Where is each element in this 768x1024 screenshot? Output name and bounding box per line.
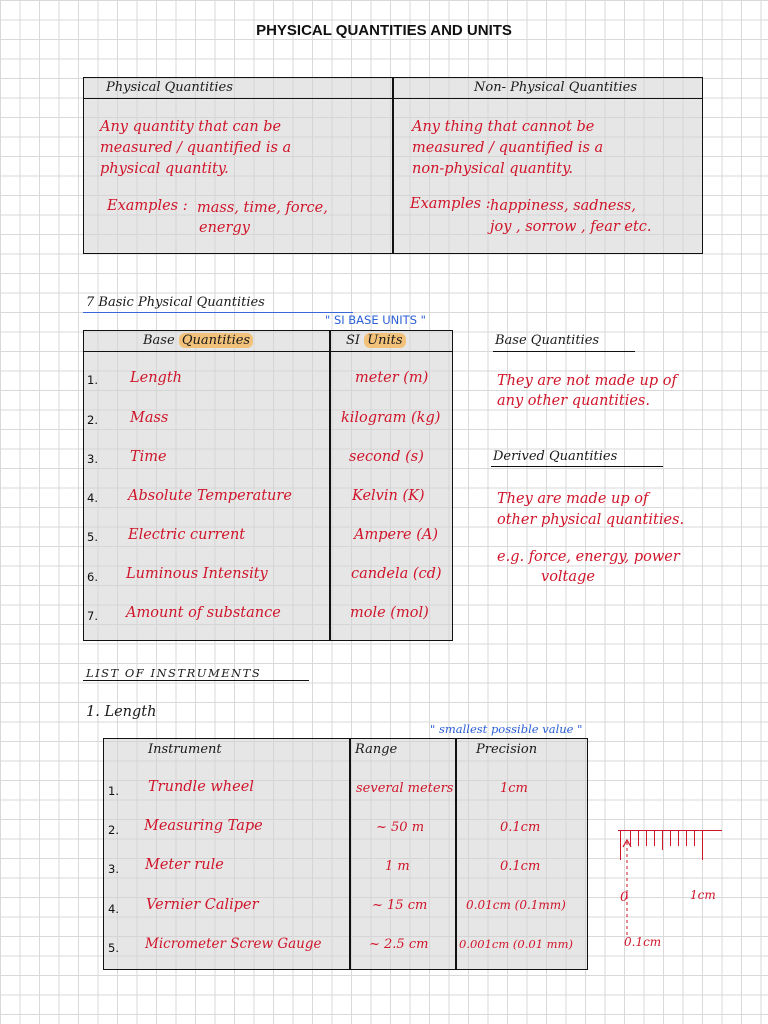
physical-examples-label: Examples : [107, 198, 188, 214]
instrument-range: ~ 2.5 cm [369, 937, 429, 952]
row-number: 1. [87, 373, 98, 387]
instrument-range: several meters [356, 781, 454, 796]
ruler-tick [678, 830, 679, 846]
quantity-name: Length [130, 370, 182, 386]
length-subheading: 1. Length [86, 704, 157, 720]
unit-name: Kelvin (K) [352, 488, 425, 504]
range-col-header: Range [355, 742, 398, 757]
instrument-precision: 0.01cm (0.1mm) [466, 898, 566, 912]
instrument-name: Trundle wheel [148, 779, 254, 795]
base-quantities-col-header [143, 333, 253, 348]
non-physical-quantities-header: Non- Physical Quantities [474, 80, 637, 95]
derived-quantities-title: Derived Quantities [493, 449, 618, 464]
si-base-units-note: " SI BASE UNITS " [325, 313, 426, 327]
title-underline [491, 466, 663, 467]
non-physical-examples-label: Examples : [410, 196, 491, 212]
precision-col-header: Precision [476, 742, 538, 757]
instrument-range: 1 m [385, 859, 410, 874]
physical-definition [100, 117, 291, 180]
ruler-tick [662, 830, 663, 850]
arrow-icon [622, 838, 632, 938]
smallest-value-note: " smallest possible value " [430, 722, 583, 736]
row-number: 2. [87, 413, 98, 427]
unit-name: candela (cd) [351, 566, 442, 582]
quantity-name: Absolute Temperature [128, 488, 292, 504]
physical-definition-line: Any quantity that can be [100, 119, 282, 135]
unit-name: kilogram (kg) [341, 410, 441, 426]
non-physical-definition-line: measured / quantified is a [412, 140, 604, 156]
description-line: They are not made up of [497, 373, 677, 389]
table-divider [455, 738, 457, 970]
ruler-tick [686, 830, 687, 846]
physical-definition-line: measured / quantified is a [100, 140, 292, 156]
physical-example-line: mass, time, force, [197, 200, 328, 216]
quantity-name: Luminous Intensity [126, 566, 268, 582]
ruler-tick [638, 830, 639, 846]
non-physical-examples [490, 196, 652, 238]
instrument-range: ~ 50 m [376, 820, 425, 835]
row-number: 3. [108, 862, 119, 876]
basic-quantities-heading: 7 Basic Physical Quantities [86, 295, 265, 310]
row-number: 5. [108, 941, 119, 955]
heading-underline [83, 312, 353, 313]
col-header-prefix: SI [346, 333, 365, 348]
non-physical-definition [412, 117, 603, 180]
row-number: 7. [87, 609, 98, 623]
non-physical-definition-line: Any thing that cannot be [412, 119, 595, 135]
base-quantities-description [497, 371, 677, 411]
derived-quantities-examples [497, 547, 680, 587]
row-number: 2. [108, 823, 119, 837]
instrument-name: Meter rule [145, 857, 224, 873]
instrument-precision: 1cm [500, 781, 528, 796]
table-divider [329, 330, 331, 641]
row-number: 6. [87, 570, 98, 584]
ruler-tick-label: 0.1cm [624, 935, 662, 949]
table-header-rule [83, 98, 703, 99]
non-physical-example-line: happiness, sadness, [490, 198, 636, 214]
quantity-name: Time [130, 449, 167, 465]
example-line: e.g. force, energy, power [497, 549, 680, 565]
physical-definition-line: physical quantity. [100, 161, 229, 177]
instrument-range: ~ 15 cm [372, 898, 428, 913]
ruler-one-cm-label: 1cm [690, 888, 716, 902]
non-physical-example-line: joy , sorrow , fear etc. [490, 219, 652, 235]
instrument-name: Micrometer Screw Gauge [145, 936, 322, 952]
description-line: other physical quantities. [497, 512, 685, 528]
physical-quantities-header: Physical Quantities [106, 80, 233, 95]
row-number: 5. [87, 530, 98, 544]
physical-example-line: energy [199, 220, 250, 236]
ruler-tick [670, 830, 671, 846]
page-title: PHYSICAL QUANTITIES AND UNITS [256, 22, 512, 39]
quantity-name: Amount of substance [126, 605, 281, 621]
row-number: 4. [108, 902, 119, 916]
heading-underline [83, 680, 309, 681]
instrument-col-header: Instrument [148, 742, 222, 757]
table-header-rule [83, 351, 453, 352]
description-line: They are made up of [497, 491, 649, 507]
title-underline [493, 351, 635, 352]
unit-name: mole (mol) [350, 605, 429, 621]
derived-quantities-description [497, 489, 684, 531]
base-quantities-title: Base Quantities [495, 333, 600, 348]
col-header-highlight: Quantities [179, 333, 253, 348]
ruler-tick [702, 830, 703, 860]
row-number: 4. [87, 491, 98, 505]
instrument-name: Measuring Tape [144, 818, 263, 834]
instrument-precision: 0.1cm [500, 820, 541, 835]
non-physical-definition-line: non-physical quantity. [412, 161, 573, 177]
ruler-tick [654, 830, 655, 846]
unit-name: Ampere (A) [354, 527, 438, 543]
physical-examples [197, 198, 328, 238]
table-divider [392, 77, 394, 254]
instrument-name: Vernier Caliper [146, 897, 259, 913]
ruler-diagram [612, 830, 732, 960]
col-header-prefix: Base [143, 333, 179, 348]
example-line: voltage [541, 569, 595, 585]
row-number: 1. [108, 784, 119, 798]
instrument-precision: 0.1cm [500, 859, 541, 874]
unit-name: meter (m) [355, 370, 429, 386]
unit-name: second (s) [349, 449, 424, 465]
ruler-tick [646, 830, 647, 846]
row-number: 3. [87, 452, 98, 466]
ruler-zero-label: 0 [620, 890, 629, 905]
instruments-heading: LIST OF INSTRUMENTS [86, 666, 262, 680]
quantity-name: Mass [130, 410, 169, 426]
ruler-tick [620, 830, 621, 860]
ruler-tick [694, 830, 695, 846]
col-header-highlight: Units [364, 333, 405, 348]
si-units-col-header [346, 333, 406, 348]
instrument-precision: 0.001cm (0.01 mm) [459, 937, 573, 951]
quantity-name: Electric current [128, 527, 246, 543]
description-line: any other quantities. [497, 393, 650, 409]
table-divider [349, 738, 351, 970]
